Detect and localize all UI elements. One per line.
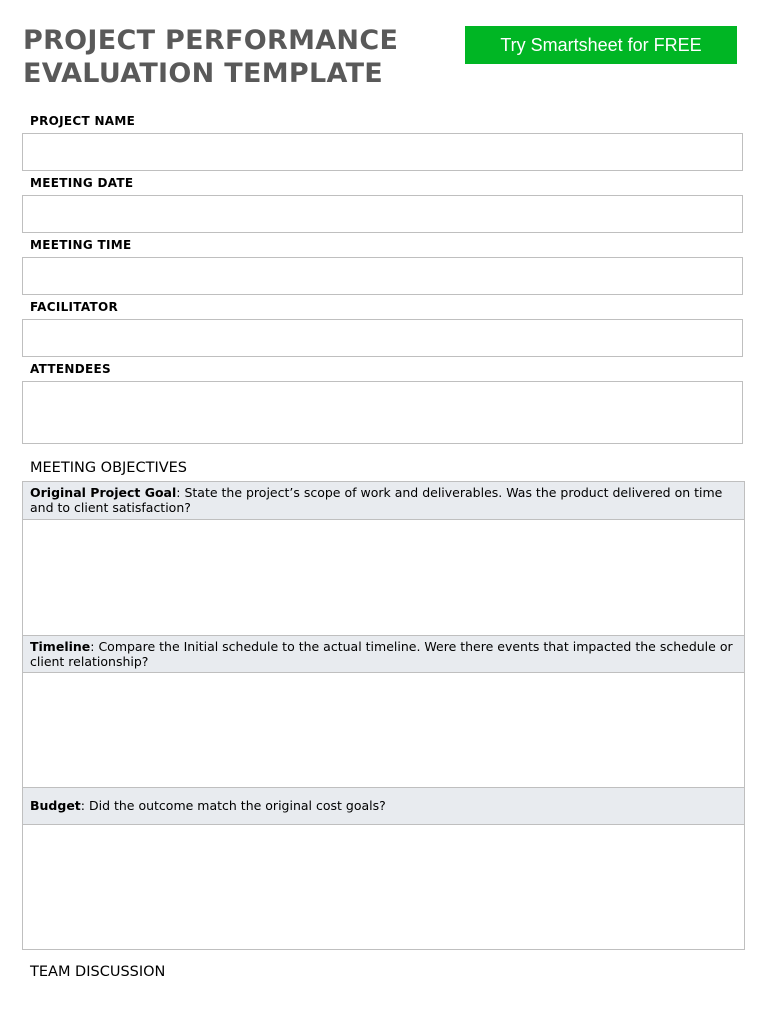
objective-budget-text: : Did the outcome match the original cost goals?	[80, 798, 386, 813]
objective-goal-header	[23, 482, 744, 520]
page-title-line-1: PROJECT PERFORMANCE	[23, 25, 399, 56]
facilitator-label: FACILITATOR	[30, 300, 119, 314]
objective-budget-header	[23, 788, 744, 825]
meeting-time-field[interactable]	[22, 257, 743, 295]
meeting-date-label: MEETING DATE	[30, 176, 134, 190]
objective-timeline-term: Timeline	[30, 639, 91, 654]
page-title-line-2: EVALUATION TEMPLATE	[23, 58, 384, 89]
project-name-label: PROJECT NAME	[30, 114, 136, 128]
team-discussion-heading: TEAM DISCUSSION	[30, 964, 166, 980]
objective-goal-response[interactable]	[23, 520, 744, 636]
attendees-field[interactable]	[22, 381, 743, 444]
attendees-label: ATTENDEES	[30, 362, 111, 376]
objective-budget-term: Budget	[30, 798, 81, 813]
objective-budget-response[interactable]	[23, 825, 744, 949]
objective-goal-text: : State the project’s scope of work and deliverables. Was the product delivered on time and to client satisfaction?	[30, 485, 723, 515]
objective-goal-term: Original Project Goal	[30, 485, 177, 500]
page-title	[23, 24, 443, 90]
objective-timeline-response[interactable]	[23, 673, 744, 788]
objectives-table	[22, 481, 745, 950]
facilitator-field[interactable]	[22, 319, 743, 357]
meeting-date-field[interactable]	[22, 195, 743, 233]
meeting-objectives-heading: MEETING OBJECTIVES	[30, 460, 188, 476]
meeting-time-label: MEETING TIME	[30, 238, 132, 252]
try-smartsheet-button[interactable]: Try Smartsheet for FREE	[465, 26, 737, 64]
objective-timeline-text: : Compare the Initial schedule to the actual timeline. Were there events that impacted the schedule or client relationship?	[30, 639, 733, 669]
objective-timeline-header	[23, 636, 744, 673]
project-name-field[interactable]	[22, 133, 743, 171]
